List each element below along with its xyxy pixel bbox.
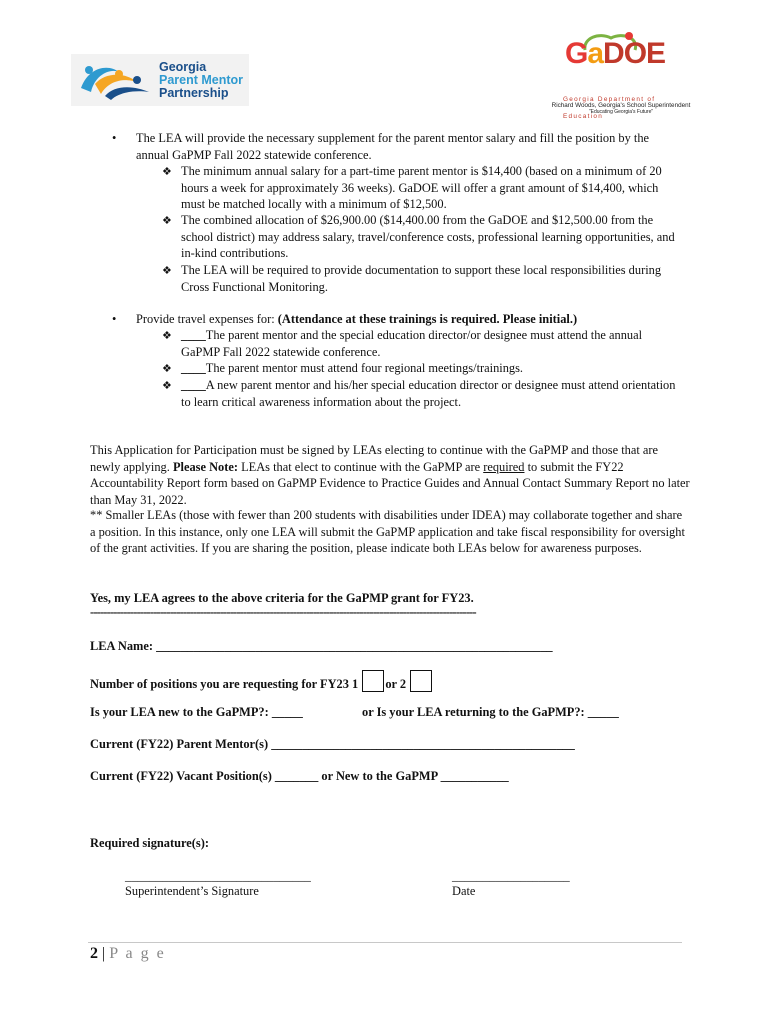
position-1-checkbox[interactable] xyxy=(362,670,384,692)
current-parent-mentor-field[interactable]: Current (FY22) Parent Mentor(s) _________________________________________________ xyxy=(90,737,575,751)
diamond-bullet-icon: ❖ xyxy=(162,380,172,392)
travel-lead: Provide travel expenses for: xyxy=(136,312,278,326)
gadoe-subtitle: Georgia Department of Education xyxy=(563,96,656,120)
agreement-statement: Yes, my LEA agrees to the above criteria for the GaPMP grant for FY23. xyxy=(90,591,474,605)
lea-name-field[interactable]: LEA Name: ________________________________________________________________ xyxy=(90,639,553,653)
gpmp-logo xyxy=(71,54,249,106)
smaller-leas-paragraph: ** Smaller LEAs (those with fewer than 200 students with disabilities under IDEA) may collaborate together and share a position. In this instance, only one LEA will submit the GaPMP application and take fiscal responsibility for oversight of the grant activities. If you are sharing the position, please indicate both LEAs below for awareness purposes. xyxy=(90,508,685,555)
new-to-gapmp-field[interactable]: Is your LEA new to the GaPMP?: _____ xyxy=(90,705,303,719)
diamond-bullet-icon: ❖ xyxy=(162,215,172,227)
dashed-divider: -------------------------------------------------------------------------------------------------------------------- xyxy=(90,605,476,619)
page-number: 2 xyxy=(90,945,98,962)
date-label: Date xyxy=(452,884,476,898)
positions-or-label: or 2 xyxy=(385,677,407,691)
required-word: required xyxy=(483,459,525,474)
positions-label: Number of positions you are requesting for FY23 1 xyxy=(90,677,359,691)
required-signatures-heading: Required signature(s): xyxy=(90,836,209,850)
travel-required-note: (Attendance at these trainings is required. Please initial.) xyxy=(277,312,578,326)
gadoe-wordmark: GaDOE xyxy=(565,37,666,70)
footer-separator: | xyxy=(98,945,110,962)
sub-bullet-salary: The minimum annual salary for a part-time parent mentor is $14,400 (based on a minimum of 20 hours a week for approximately 36 weeks). GaDOE will offer a grant amount of $14,400, which must be matched locally with a minimum of $12,500. xyxy=(181,164,662,211)
sub-bullet-regional[interactable] xyxy=(181,360,681,377)
page-word: P a g e xyxy=(109,945,166,962)
superintendent-name: Richard Woods, Georgia's School Superintendent xyxy=(551,102,691,109)
application-paragraph xyxy=(90,442,690,508)
initial-blank[interactable]: ____ xyxy=(181,378,206,392)
footer-divider xyxy=(88,942,682,943)
diamond-bullet-icon: ❖ xyxy=(162,166,172,178)
positions-row xyxy=(90,670,433,693)
page-footer xyxy=(90,944,166,964)
bullet-travel-expenses xyxy=(136,311,681,328)
initial-blank[interactable]: ____ xyxy=(181,361,206,375)
gpmp-title-line1: Georgia xyxy=(159,60,207,74)
sub-bullet-documentation: The LEA will be required to provide documentation to support these local responsibilities during Cross Functional Monitoring. xyxy=(181,263,662,294)
regional-text: The parent mentor must attend four regional meetings/trainings. xyxy=(205,361,524,375)
bullet-lea-supplement: The LEA will provide the necessary supplement for the parent mentor salary and fill the position by the annual GaPMP Fall 2022 statewide conference. xyxy=(136,131,650,162)
superintendent-signature-label: Superintendent’s Signature xyxy=(125,884,259,898)
app-text-b: LEAs that elect to continue with the GaPMP are xyxy=(237,459,484,474)
sub-bullet-conference[interactable] xyxy=(181,327,681,360)
gpmp-title-line3: Partnership xyxy=(159,86,229,100)
gpmp-figures-icon xyxy=(75,58,155,102)
diamond-bullet-icon: ❖ xyxy=(162,330,172,342)
superintendent-caption xyxy=(536,102,706,116)
bullet-dot: • xyxy=(112,312,117,326)
sub-bullet-allocation: The combined allocation of $26,900.00 ($14,400.00 from the GaDOE and $12,500.00 from the school district) may address salary, travel/conference costs, professional learning opportunities, and in-kind contributions. xyxy=(181,213,675,260)
bullet-dot: • xyxy=(112,131,117,145)
conference-text: The parent mentor and the special education director/or designee must attend the annual GaPMP Fall 2022 statewide conference. xyxy=(181,328,643,359)
please-note: Please Note: xyxy=(172,459,238,474)
date-line[interactable]: ___________________ xyxy=(452,869,570,883)
superintendent-signature-line[interactable]: ______________________________ xyxy=(125,869,311,883)
initial-blank[interactable]: ____ xyxy=(181,328,206,342)
returning-to-gapmp-field[interactable]: or Is your LEA returning to the GaPMP?: _____ xyxy=(362,705,619,719)
diamond-bullet-icon: ❖ xyxy=(162,265,172,277)
tagline: "Educating Georgia's Future" xyxy=(588,109,654,115)
app-text-a: This Application for Participation must be signed by LEAs electing to continue with the GaPMP and those that are newly applying. xyxy=(90,443,659,474)
orientation-text: A new parent mentor and his/her special education director or designee must attend orientation to learn critical awareness information about the project. xyxy=(181,378,676,409)
position-2-checkbox[interactable] xyxy=(410,670,432,692)
app-text-c: to submit the FY22 Accountability Report form based on GaPMP Evidence to Practice Guides and Annual Contact Summary Report no later than May 31, 2022. xyxy=(90,459,690,507)
vacant-position-field[interactable]: Current (FY22) Vacant Position(s) _______ or New to the GaPMP ___________ xyxy=(90,769,509,783)
gpmp-title-line2: Parent Mentor xyxy=(159,73,244,87)
sub-bullet-orientation[interactable] xyxy=(181,377,681,410)
diamond-bullet-icon: ❖ xyxy=(162,363,172,375)
